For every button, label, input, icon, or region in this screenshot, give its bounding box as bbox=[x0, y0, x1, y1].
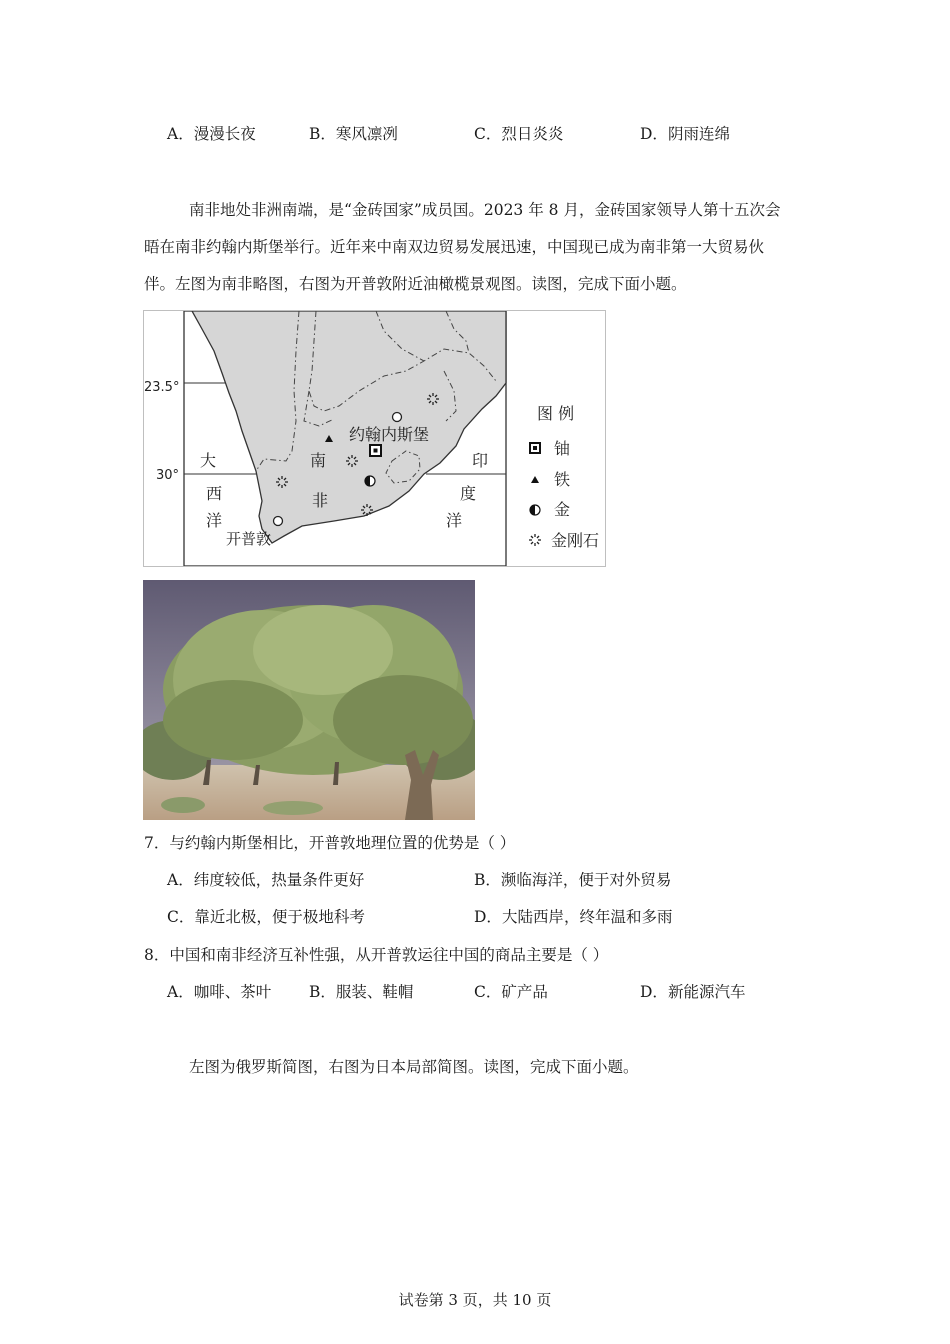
q7-option-b bbox=[474, 869, 671, 891]
indian-char-3: 洋 bbox=[446, 511, 463, 530]
option-text: 漫漫长夜 bbox=[193, 125, 256, 143]
johannesburg-marker bbox=[393, 413, 402, 422]
q6-option-b bbox=[309, 123, 398, 145]
option-letter: D． bbox=[640, 125, 668, 143]
option-text: 大陆西岸，终年温和多雨 bbox=[501, 908, 673, 926]
indian-char-1: 印 bbox=[472, 451, 489, 470]
option-text: 靠近北极，便于极地科考 bbox=[194, 908, 365, 926]
lat-30-label: 30° bbox=[156, 468, 180, 483]
legend-gold bbox=[530, 500, 570, 519]
intro1-line3: 伴。左图为南非略图，右图为开普敦附近油橄榄景观图。读图，完成下面小题。 bbox=[144, 275, 687, 293]
option-text: 矿产品 bbox=[501, 983, 548, 1001]
option-text: 寒风凛冽 bbox=[335, 125, 398, 143]
legend-diamond bbox=[529, 531, 599, 550]
legend-label: 铁 bbox=[554, 470, 571, 489]
option-letter: A． bbox=[167, 871, 194, 889]
option-letter: B． bbox=[309, 125, 336, 143]
legend-label: 铀 bbox=[554, 439, 571, 458]
option-letter: B． bbox=[309, 983, 336, 1001]
option-letter: C． bbox=[474, 125, 502, 143]
intro1-line2: 晤在南非约翰内斯堡举行。近年来中南双边贸易发展迅速，中国现已成为南非第一大贸易伙 bbox=[144, 238, 765, 256]
south-africa-char-1: 南 bbox=[310, 451, 327, 470]
page-footer: 试卷第 3 页，共 10 页 bbox=[398, 1291, 552, 1309]
q8-option-a bbox=[167, 981, 271, 1003]
option-letter: D． bbox=[474, 908, 502, 926]
option-letter: A． bbox=[167, 983, 194, 1001]
q6-option-d bbox=[640, 123, 730, 145]
olive-tree-photo bbox=[143, 580, 475, 820]
option-letter: A． bbox=[167, 125, 194, 143]
option-letter: C． bbox=[474, 983, 502, 1001]
q8-option-b bbox=[309, 981, 413, 1003]
q8-option-c bbox=[474, 981, 548, 1003]
south-africa-char-2: 非 bbox=[312, 491, 329, 510]
legend-title: 图 例 bbox=[537, 404, 575, 423]
option-letter: D． bbox=[640, 983, 668, 1001]
lat-23-label: 23.5° bbox=[144, 380, 180, 395]
johannesburg-label: 约翰内斯堡 bbox=[349, 425, 430, 444]
option-letter: B． bbox=[474, 871, 501, 889]
q8-option-d bbox=[640, 981, 745, 1003]
diamond-icon bbox=[529, 534, 541, 546]
atlantic-char-3: 洋 bbox=[206, 511, 223, 530]
option-letter: C． bbox=[167, 908, 195, 926]
legend-iron bbox=[531, 470, 570, 489]
gold-icon bbox=[365, 476, 375, 486]
gold-icon bbox=[530, 505, 540, 515]
indian-char-2: 度 bbox=[460, 484, 477, 503]
option-text: 烈日炎炎 bbox=[501, 125, 564, 143]
option-text: 纬度较低，热量条件更好 bbox=[193, 871, 365, 889]
atlantic-char-1: 大 bbox=[200, 451, 217, 470]
q7-stem: 7．与约翰内斯堡相比，开普敦地理位置的优势是（ ） bbox=[144, 834, 516, 852]
option-text: 新能源汽车 bbox=[667, 983, 746, 1001]
q6-option-a bbox=[167, 123, 256, 145]
q7-option-a bbox=[167, 869, 364, 891]
q6-option-c bbox=[474, 123, 563, 145]
option-text: 阴雨连绵 bbox=[667, 125, 730, 143]
intro2: 左图为俄罗斯简图，右图为日本局部简图。读图，完成下面小题。 bbox=[189, 1058, 639, 1076]
south-africa-map bbox=[143, 310, 606, 567]
uranium-icon bbox=[370, 445, 381, 456]
option-text: 濒临海洋，便于对外贸易 bbox=[500, 871, 672, 889]
cape-town-marker bbox=[274, 517, 283, 526]
legend-label: 金刚石 bbox=[551, 531, 600, 550]
atlantic-char-2: 西 bbox=[206, 484, 223, 503]
option-text: 咖啡、茶叶 bbox=[193, 983, 272, 1001]
cape-town-label: 开普敦 bbox=[226, 530, 272, 548]
q7-option-c bbox=[167, 906, 365, 928]
option-text: 服装、鞋帽 bbox=[335, 983, 414, 1001]
q8-stem: 8．中国和南非经济互补性强，从开普敦运往中国的商品主要是（ ） bbox=[144, 946, 609, 964]
uranium-icon bbox=[530, 443, 540, 453]
legend-label: 金 bbox=[554, 500, 571, 519]
q7-option-d bbox=[474, 906, 672, 928]
iron-icon bbox=[531, 476, 539, 483]
intro1-line1: 南非地处非洲南端，是“金砖国家”成员国。2023 年 8 月，金砖国家领导人第十五次会 bbox=[189, 201, 781, 219]
legend-uranium bbox=[530, 439, 570, 458]
